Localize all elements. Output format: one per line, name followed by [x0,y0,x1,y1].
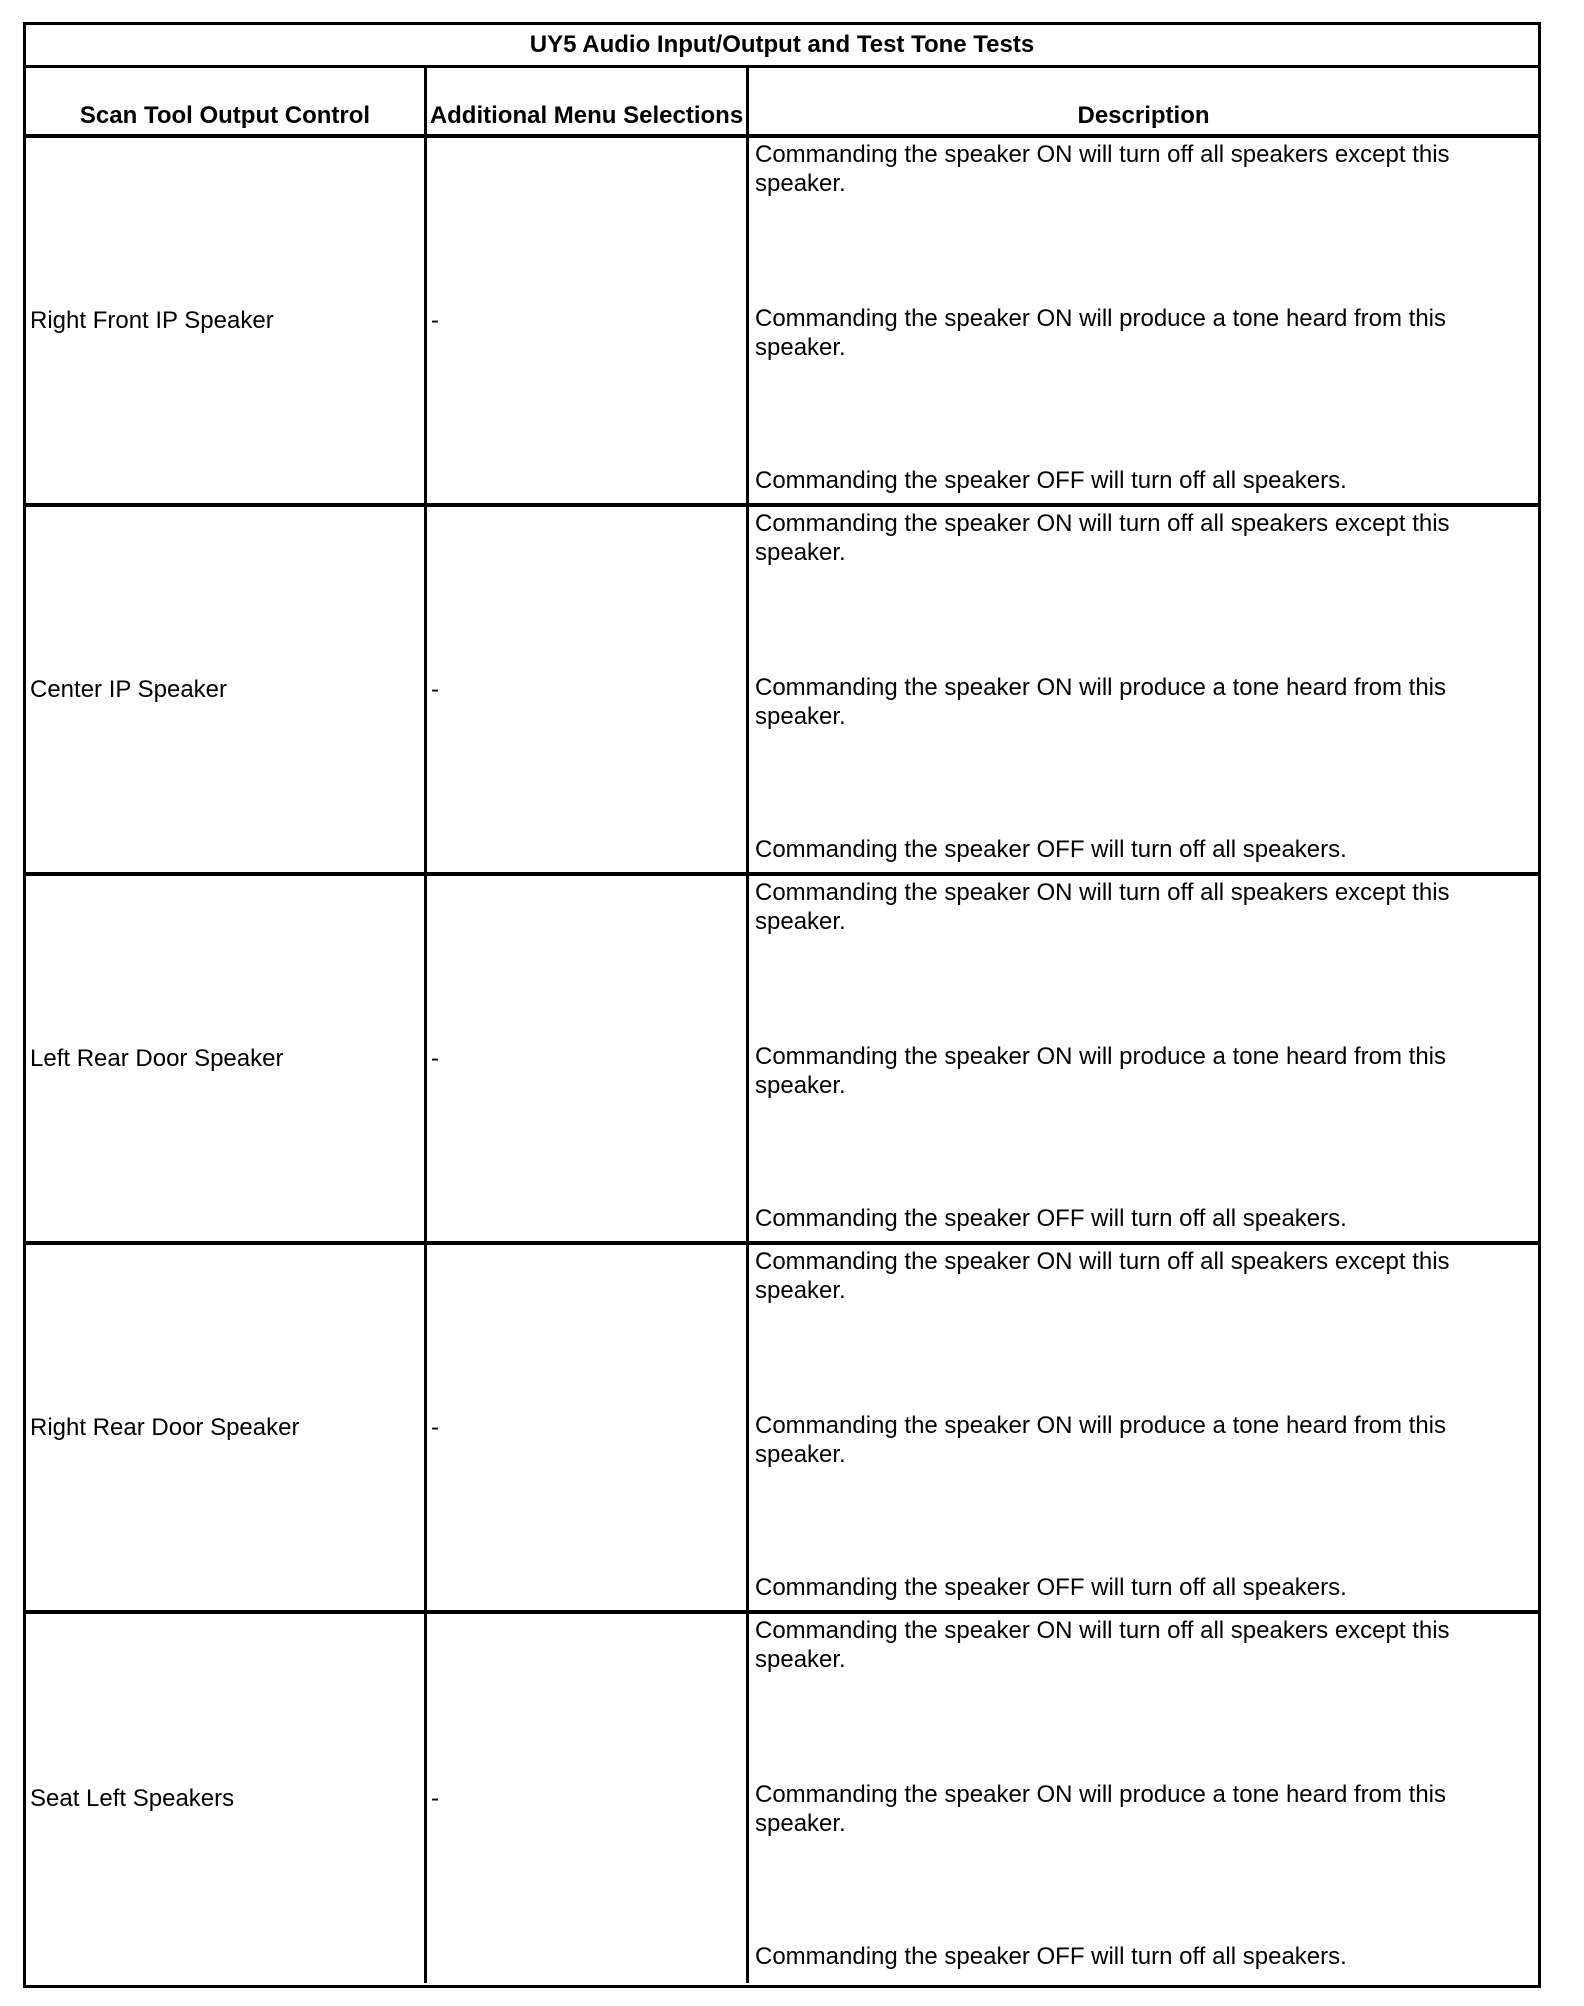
description-off: Commanding the speaker OFF will turn off all speakers. [755,467,1347,494]
menu-selection-cell: - [427,1614,749,1983]
description-on-others-off: Commanding the speaker ON will turn off all speakers except this speaker. [755,141,1450,197]
description-on-others-off: Commanding the speaker ON will turn off all speakers except this speaker. [755,1617,1450,1673]
table-row [26,507,1538,876]
description-cell [749,138,1538,503]
menu-selection-cell: - [427,876,749,1241]
table-title: UY5 Audio Input/Output and Test Tone Tests [26,25,1538,68]
output-control-cell: Right Front IP Speaker [26,138,427,503]
description-on-tone: Commanding the speaker ON will produce a tone heard from this speaker. [755,1781,1447,1837]
table-row [26,138,1538,507]
description-off: Commanding the speaker OFF will turn off all speakers. [755,1943,1347,1970]
description-on-others-off: Commanding the speaker ON will turn off all speakers except this speaker. [755,879,1450,935]
menu-selection-cell: - [427,507,749,872]
description-off: Commanding the speaker OFF will turn off all speakers. [755,836,1347,863]
description-on-others-off: Commanding the speaker ON will turn off all speakers except this speaker. [755,1248,1450,1304]
description-on-tone: Commanding the speaker ON will produce a tone heard from this speaker. [755,674,1447,730]
header-description: Description [1077,102,1210,129]
menu-selection-cell: - [427,1245,749,1610]
output-control-cell: Right Rear Door Speaker [26,1245,427,1610]
output-control-table [23,22,1541,1988]
table-body [26,138,1538,1985]
description-cell [749,507,1538,872]
description-cell [749,1614,1538,1983]
output-control-cell: Left Rear Door Speaker [26,876,427,1241]
description-on-tone: Commanding the speaker ON will produce a tone heard from this speaker. [755,1043,1447,1099]
table-row [26,1614,1538,1983]
description-on-tone: Commanding the speaker ON will produce a tone heard from this speaker. [755,305,1447,361]
description-on-tone: Commanding the speaker ON will produce a tone heard from this speaker. [755,1412,1447,1468]
table-header-row [26,68,1538,138]
description-off: Commanding the speaker OFF will turn off all speakers. [755,1574,1347,1601]
header-scan-tool-output-control: Scan Tool Output Control [26,68,427,134]
menu-selection-cell: - [427,138,749,503]
header-additional-menu-selections: Additional Menu Selections [427,68,749,134]
table-row [26,1245,1538,1614]
description-on-others-off: Commanding the speaker ON will turn off all speakers except this speaker. [755,510,1450,566]
description-cell [749,1245,1538,1610]
output-control-cell: Seat Left Speakers [26,1614,427,1983]
description-off: Commanding the speaker OFF will turn off all speakers. [755,1205,1347,1232]
table-row [26,876,1538,1245]
description-cell [749,876,1538,1241]
output-control-cell: Center IP Speaker [26,507,427,872]
